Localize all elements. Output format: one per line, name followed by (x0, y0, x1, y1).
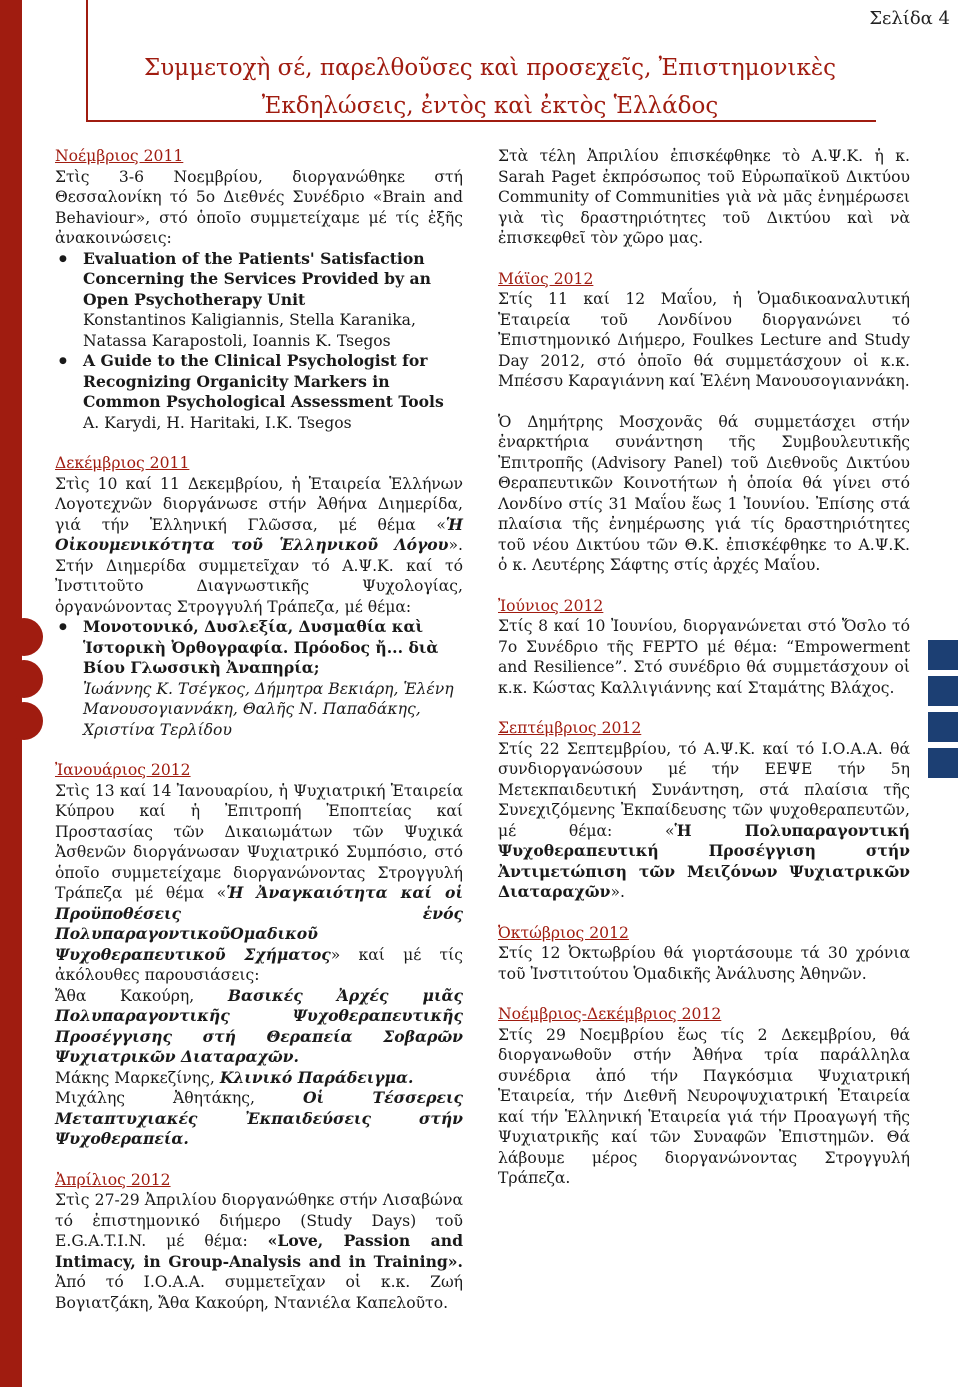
decorative-circle (5, 702, 43, 740)
decorative-square (928, 712, 958, 742)
section-text (55, 1190, 463, 1313)
text-run: » καί μέ τίς ἀκόλουθες παρουσιάσεις: (55, 945, 463, 984)
presenter-name: Μιχάλης Ἀθητάκης, (55, 1089, 303, 1107)
list-item (83, 249, 463, 352)
section-oct-2012 (498, 923, 910, 985)
section-heading: Ἰούνιος 2012 (498, 596, 604, 615)
section-heading: Σεπτέμβριος 2012 (498, 719, 642, 737)
section-text: Στὶς 3-6 Νοεμβρίου, διοργανώθηκε στή Θεσσαλονίκη τό 5ο Διεθνές Συνέδριο «Brain and Behaviour», στό ὁποῖο συμμετείχαμε μέ τίς ἑξῆς ἀνακοινώσεις: (55, 167, 463, 247)
left-column (55, 146, 463, 1333)
presentation-title: Βασικές Ἀρχές μιᾶς Πολυπαραγοντικῆς Ψυχοθεραπευτικῆς Προσέγγισης στή Θεραπεία Σοβαρῶν Ψυχιατρικῶν Διαταραχῶν. (55, 985, 463, 1066)
text-run: Στὶς 13 καί 14 Ἰανουαρίου, ἡ Ψυχιατρική Ἑταιρεία Κύπρου καί ἡ Ἐπιτροπή Ἐποπτείας καί Προστασίας τῶν Δικαιωμάτων τῶν Ψυχικά Ἀσθενῶν διοργάνωσαν Ψυχιατρικό Συμπόσιο, στό ὁποῖο συμμετείχαμε διοργανώνοντας Στρογγυλή Τράπεζα μέ θέμα « (55, 781, 463, 902)
decorative-square (928, 676, 958, 706)
section-jan-2012 (55, 760, 463, 1150)
presenter-name: Ἄθα Κακούρη, (55, 986, 228, 1005)
section-text: Στίς 12 Ὀκτωβρίου θά γιορτάσουμε τά 30 χρόνια τοῦ Ἰνστιτούτου Ὁμαδικῆς Ἀνάλυσης Ἀθηνῶν. (498, 944, 910, 983)
theme-title: Ἡ Οἰκουμενικότητα τοῦ Ἑλληνικοῦ Λόγου (55, 514, 463, 554)
text-run: ». (610, 883, 625, 901)
decorative-square (928, 748, 958, 778)
page-title-line-2: Ἐκδηλώσεις, ἐντὸς καὶ ἐκτὸς Ἑλλάδος (261, 93, 719, 119)
text-run: Στὶς 10 καί 11 Δεκεμβρίου, ἡ Ἑταιρεία Ἑλλήνων Λογοτεχνῶν διοργάνωσε στήν Ἀθήνα Διημερίδα, γιά τήν Ἑλληνική Γλῶσσα, μέ θέμα « (55, 474, 463, 534)
theme-title: Ἡ Ἀναγκαιότητα καί οἱ Προϋποθέσεις ἑνός ΠολυπαραγοντικοῦΟμαδικοῦ Ψυχοθεραπευτικοῦ Σχήματος (55, 883, 463, 964)
section-nov-2011 (55, 146, 463, 433)
presentation-line (55, 1088, 463, 1150)
presentation-title: Οἱ Τέσσερεις Μεταπτυχιακές Ἐκπαιδεύσεις στήν Ψυχοθεραπεία. (55, 1088, 463, 1148)
section-text: Ὁ Δημήτρης Μοσχονᾶς θά συμμετάσχει στήν ἐναρκτήρια συνάντηση τῆς Συμβουλευτικῆς Ἐπιτροπῆς (Advisory Panel) τοῦ Διεθνοῦς Δικτύου Θεραπευτικῶν Κοινοτήτων ἡ ὁποία θά γίνει στό Λονδίνο στίς 31 Μαΐου ἕως 1 Ἰουνίου. Ἐπίσης στά πλαίσια τῆς ἐνημέρωσης γιά τίς δραστηριότητες τοῦ νέου Δικτύου τῶν Θ.Κ. ἐπισκέφθηκε το Α.Ψ.Κ. ὁ κ. Λευτέρης Σάφτης στίς ἀρχές Μαΐου. (498, 412, 910, 574)
section-text: Στίς 11 καί 12 Μαΐου, ἡ Ὁμαδικοαναλυτική Ἑταιρεία τοῦ Λονδίνου διοργανώνει τό Ἐπιστημονικό Διήμερο, Foulkes Lecture and Study Day 2012, στό ὁποῖο θά συμμετάσχουν οἱ κ.κ. Μπέσσυ Καραγιάννη καί Ἑλένη Μανουσογιαννάκη. (498, 290, 910, 390)
presentation-line (55, 1068, 463, 1089)
presentation-line (55, 986, 463, 1068)
section-heading: Μάϊος 2012 (498, 269, 594, 288)
section-dec-2011 (55, 453, 463, 740)
section-heading: Ἀπρίλιος 2012 (55, 1170, 171, 1189)
presentation-title: Evaluation of the Patients' Satisfaction Concerning the Services Provided by an Open Psychotherapy Unit (83, 248, 431, 309)
presentation-authors: A. Karydi, H. Haritaki, I.K. Tsegos (83, 413, 352, 432)
section-text (55, 474, 463, 618)
page-number: Σελίδα 4 (869, 8, 950, 29)
section-apr-2012 (55, 1170, 463, 1314)
presentation-title: Κλινικό Παράδειγμα. (219, 1067, 414, 1087)
decorative-square (928, 640, 958, 670)
section-text: Στίς 29 Νοεμβρίου ἕως τίς 2 Δεκεμβρίου, θά διοργανωθοῦν στήν Ἀθήνα τρία παράλληλα συνέδρια ἀπό τήν Παγκόσμια Ψυχιατρική Ἑταιρεία, τήν Διεθνῆ Νευροψυχιατρική Ἑταιρεία καί τήν Ἑλληνική Ἑταιρεία γιά τήν Προαγωγή τῆς Ψυχιατρικῆς καί τῶν Συναφῶν Ἐπιστημῶν. Θά λάβουμε μέρος διοργανώνοντας Στρογγυλή Τράπεζα. (498, 1025, 910, 1187)
decorative-circle (5, 660, 43, 698)
list-item (83, 617, 463, 740)
section-nov-dec-2012 (498, 1004, 910, 1189)
presentation-title: A Guide to the Clinical Psychologist for Recognizing Organicity Markers in Common Psychological Assessment Tools (83, 351, 444, 411)
section-heading: Νοέμβριος-Δεκέμβριος 2012 (498, 1005, 722, 1023)
presenter-name: Μάκης Μαρκεζίνης, (55, 1068, 220, 1087)
right-column (498, 146, 910, 1209)
section-text: Στίς 8 καί 10 Ἰουνίου, διοργανώνεται στό Ὄσλο τό 7ο Συνέδριο τῆς FEPTO μέ θέμα: “Empowerment and Resilience”. Στό συνέδριο θά συμμετάσχουν οἱ κ.κ. Κώστας Καλλιγιάννης καί Σταμάτης Βλάχος. (498, 617, 910, 697)
section-heading: Ὀκτώβριος 2012 (498, 923, 629, 942)
roundtable-title: Μονοτονικό, Δυσλεξία, Δυσμαθία καὶ Ἱστορικὴ Ὀρθογραφία. Πρόοδος ἤ... διὰ Βίου Γλωσσικὴ Ἀναπηρία; (83, 617, 439, 677)
section-heading: Ἰανουάριος 2012 (55, 761, 191, 779)
page-title-line-1: Συμμετοχὴ σέ, παρελθοῦσες καὶ προσεχεῖς, Ἐπιστημονικὲς (143, 55, 837, 81)
section-text (498, 739, 910, 903)
decorative-circle (5, 618, 43, 656)
text-run: Στίς 22 Σεπτεμβρίου, τό Α.Ψ.Κ. καί τό Ι.Ο.Α.Α. θά συνδιοργανώσουν μέ τήν ΕΕΨΕ τήν 5η Μετεκπαιδευτική Συνάντηση, στά πλαίσια τῆς Συνεχιζόμενης Ἐκπαίδευσης τῶν ψυχοθεραπευτῶν, μέ θέμα: « (498, 739, 910, 840)
text-run: Στὶς 27-29 Ἀπριλίου διοργανώθηκε στήν Λισαβώνα τό ἐπιστημονικό διήμερο (Study Days) τοῦ E.G.A.T.I.N. μέ θέμα: (55, 1191, 463, 1250)
theme-title: Ἡ Πολυπαραγοντική Ψυχοθεραπευτική Προσέγγιση στήν Ἀντιμετώπιση τῶν Μειζόνων Ψυχιατρικῶν Διαταραχῶν (498, 820, 910, 901)
roundtable-list (55, 617, 463, 740)
theme-title: «Love, Passion and Intimacy, in Group-Analysis and in Training». (55, 1231, 463, 1271)
section-jun-2012 (498, 596, 910, 699)
presentation-list (55, 249, 463, 434)
section-sep-2012 (498, 718, 910, 903)
list-item (83, 351, 463, 433)
section-heading: Δεκέμβριος 2011 (55, 454, 190, 472)
text-run: ». Στήν Διημερίδα συμμετεῖχαν τό Α.Ψ.Κ. καί τό Ἰνστιτοῦτο Διαγνωστικῆς Ψυχολογίας, ὀργανώνοντας Στρογγυλή Τράπεζα, μέ θέμα: (55, 536, 463, 616)
text-run: Ἀπό τό Ι.Ο.Α.Α. συμμετεῖχαν οἱ κ.κ. Ζωή Βογιατζάκη, Ἄθα Κακούρη, Ντανιέλα Καπελοῦτο. (55, 1273, 463, 1312)
presentation-authors: Konstantinos Kaligiannis, Stella Karanika, Natassa Karapostoli, Ioannis K. Tsegos (83, 311, 416, 350)
roundtable-authors: Ἰωάννης Κ. Τσέγκος, Δήμητρα Βεκιάρη, Ἑλένη Μανουσογιαννάκη, Θαλῆς Ν. Παπαδάκης, Χριστίνα Τερλίδου (83, 679, 454, 739)
section-may-2012 (498, 269, 910, 576)
section-apr-end-2012 (498, 146, 910, 249)
section-text (55, 781, 463, 986)
section-text: Στὰ τέλη Ἀπριλίου ἐπισκέφθηκε τὸ Α.Ψ.Κ. ἡ κ. Sarah Paget ἐκπρόσωπος τοῦ Εὐρωπαϊκοῦ Δικτύου Community of Communities γιὰ νὰ μᾶς ἐνημέρωσει γιὰ τὶς δραστηριότητες τοῦ Δικτύου καὶ νὰ ἐπισκεφθεῖ τὸν χῶρο μας. (498, 147, 910, 247)
title-rule-vertical (86, 0, 88, 122)
section-heading: Νοέμβριος 2011 (55, 147, 184, 165)
